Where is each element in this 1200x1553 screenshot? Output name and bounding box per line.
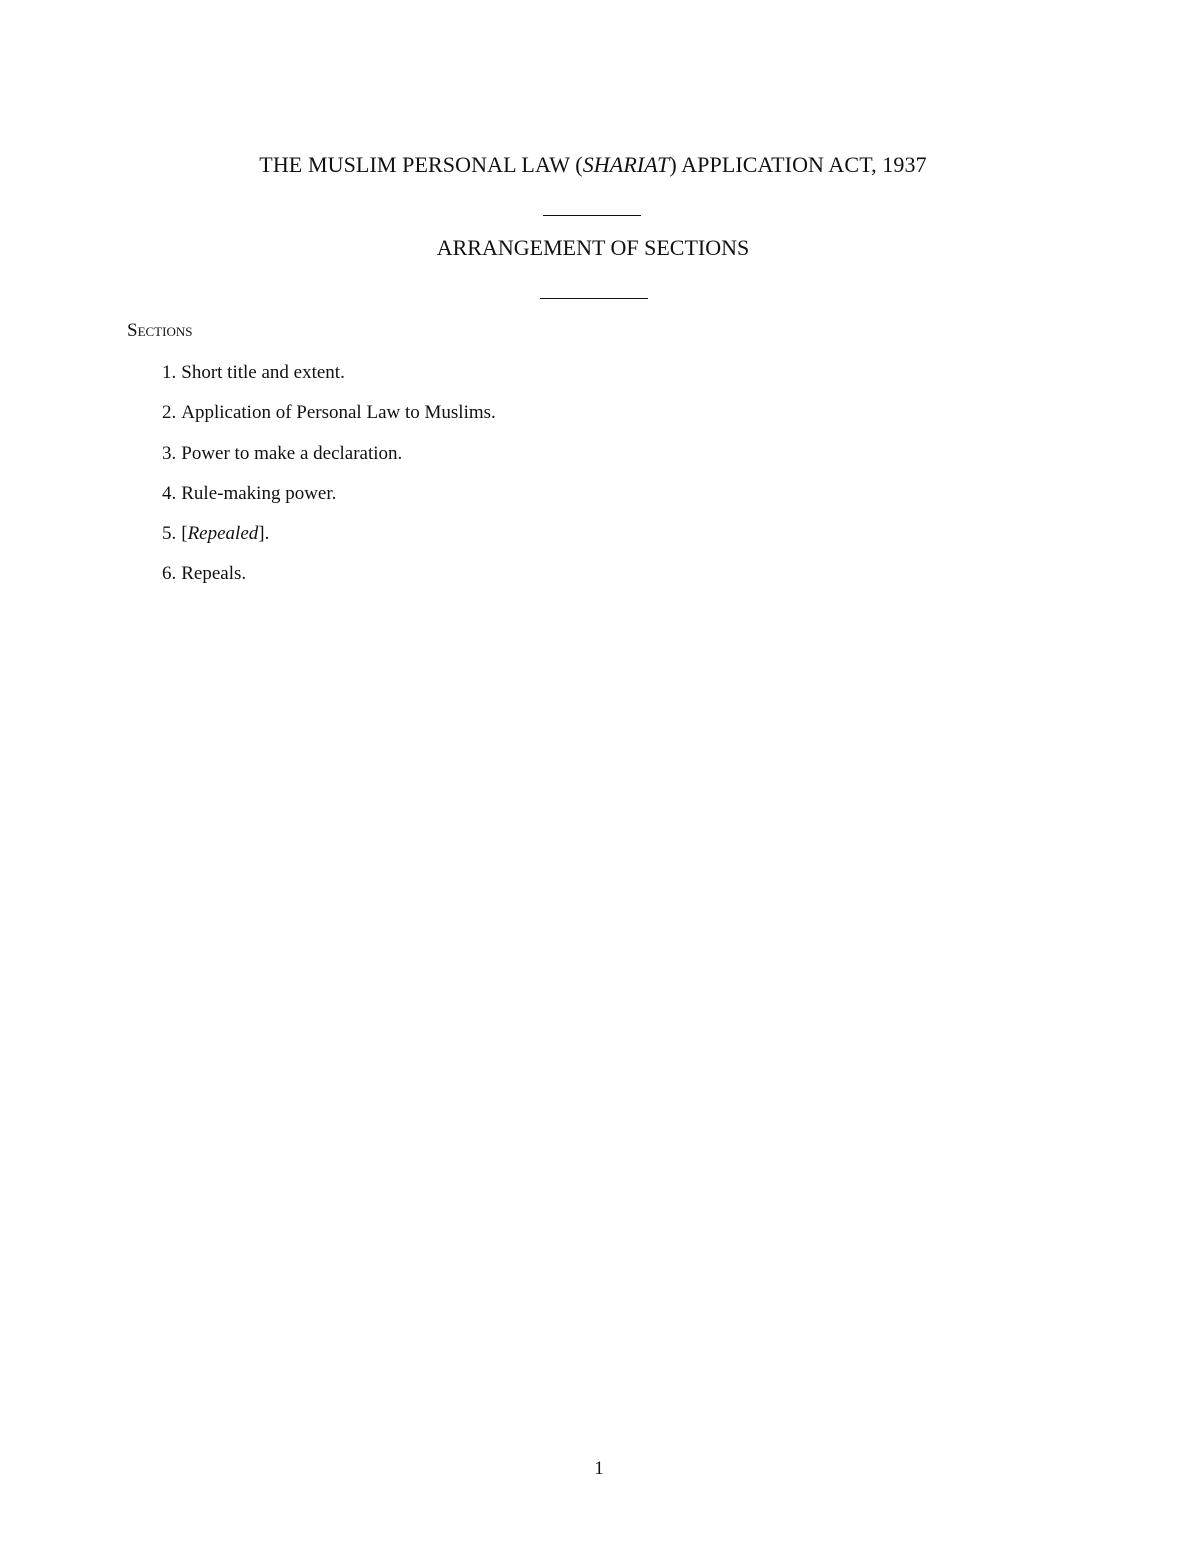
section-number: 6. [162,563,177,585]
section-bracket-open: [ [181,523,188,545]
page-number: 1 [594,1458,604,1479]
section-item-2 [162,399,496,439]
title-suffix: ) APPLICATION ACT, 1937 [669,152,927,177]
section-text: Short title and extent. [181,362,345,383]
section-list [162,359,496,601]
section-repealed-text: Repealed [187,523,259,545]
section-text: Rule-making power. [181,482,337,504]
section-text: Application of Personal Law to Muslims. [181,402,496,424]
section-item-3 [162,440,496,480]
section-text: Power to make a declaration. [181,442,403,464]
title-italic: SHARIAT [582,152,670,177]
section-item-4 [162,480,496,520]
title-divider [543,215,641,216]
document-title [0,152,1186,178]
section-number: 2. [162,402,177,424]
section-item-5 [162,520,496,560]
sections-heading: Sections [127,320,193,341]
section-number: 5. [162,523,177,545]
section-item-6 [162,560,496,600]
section-text: Repeals. [181,563,247,585]
section-number: 4. [162,482,177,504]
section-number: 3. [162,442,177,464]
arrangement-divider [540,298,648,299]
section-bracket-close: ]. [258,523,270,545]
section-number: 1. [162,362,177,383]
arrangement-heading: ARRANGEMENT OF SECTIONS [436,235,750,260]
section-item-1 [162,359,496,399]
title-prefix: THE MUSLIM PERSONAL LAW ( [259,152,583,177]
